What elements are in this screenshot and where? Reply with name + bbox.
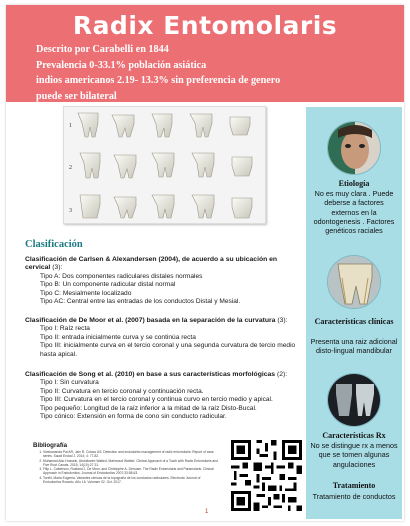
list-item: Tipo III: inicialmente curva en el tercio coronal y una segunda curvatura de tercio medio hasta apical.: [40, 342, 296, 358]
sidebar-title-clinical: Características clínicas: [314, 317, 394, 326]
sidebar-text-etiologia: No es muy clara . Puede deberse a factores externos en la odontogenesis . Factores genéticos raciales: [313, 189, 395, 236]
xray-image: [327, 373, 381, 427]
bibliography-list: [33, 450, 219, 484]
sidebar-title-etiologia: Etiología: [338, 179, 370, 188]
list-item: Tipo C: Mesialmente localizado: [40, 289, 132, 297]
list-item: Tipo II: entrada inicialmente curva y se continúa recta: [40, 333, 196, 341]
header-banner: [6, 5, 404, 102]
sidebar-title-tratamiento: Tratamiento: [332, 481, 376, 490]
classification-block-carlsen: [25, 256, 303, 306]
header-line: indios americanos 2.19- 13.3% sin preferencia de genero: [36, 75, 281, 87]
classification-block-song: [25, 371, 303, 421]
block-heading: Clasificación de Song et al. (2010) en base a sus características morfológicas (2):: [25, 371, 288, 378]
block-heading: Clasificación de Carlsen & Alexandersen (2004), de acuerdo a su ubicación en cervical (3):: [25, 256, 278, 272]
sidebar-text-tratamiento: Tratamiento de conductos: [312, 492, 396, 501]
list-item: Tipo AC: Central entre las entradas de los conductos Distal y Mesial.: [40, 298, 241, 306]
list-item: Tipo II: Curvatura en tercio coronal y continuación recta.: [40, 387, 204, 395]
sidebar-text-clinical: Presenta una raiz adicional disto-lingual mandibular: [310, 337, 398, 356]
tooth-specimens-photo: [63, 106, 266, 224]
bibliography-title: Bibliografía: [33, 442, 68, 449]
bibliography-item: 4. Torelli, Maria Eugenia. Variantes clínicas de la topografía de los conductos radiculares. Electronic Journal of Endodontics Rosario. Año 16. Volumen 02. Oct. 2017.: [43, 476, 219, 485]
etiology-face-image: [327, 121, 381, 175]
sidebar-title-rx: Características Rx: [322, 431, 386, 440]
block-heading: Clasificación de De Moor et al. (2007) basada en la separación de la curvatura (3):: [25, 317, 288, 324]
bibliography-item: 3. Filip L. Calberson, Roeland J. De Moor, and Christophe A. Deroose. The Radix Entomolaris and Paramolaris: Clinical Approach in Endodontics. Journal of Endodontics 2007;33:58-63.: [43, 467, 219, 476]
qr-code[interactable]: [231, 440, 302, 511]
list-item: Tipo I: Sin curvatura: [40, 379, 99, 387]
section-title-clasificacion: Clasificación: [25, 239, 83, 250]
poster-page: [6, 5, 404, 521]
header-line: puede ser bilateral: [36, 90, 117, 102]
list-item: Tipo III: Curvatura en el tercio coronal y continua curvo en tercio medio y apical.: [40, 396, 273, 404]
row-label: 3: [69, 208, 72, 214]
row-label: 1: [69, 123, 72, 129]
clinical-tooth-image: [327, 255, 381, 309]
list-item: Tipo I: Raíz recta: [40, 325, 90, 333]
list-item: Tipo cónico: Extensión en forma de cono sin conducto radicular.: [40, 413, 227, 421]
sidebar-text-rx: No se distingue rx a menos que se tomen algunas angulaciones: [310, 441, 398, 469]
list-item: Tipo A: Dos componentes radiculares distales normales: [40, 272, 203, 280]
page-number: 1: [205, 509, 209, 515]
sidebar: [306, 107, 402, 519]
header-line: Descrito por Carabelli en 1844: [36, 44, 169, 55]
list-item: Tipo pequeño: Longitud de la raíz inferior a la mitad de la raíz Disto-Bucal.: [40, 404, 257, 412]
bibliography-item: 2. Muhamad Abu-Hussein, Abdulkarim Watted, Mahmoud Watted. Clinical Approach of a Tooth with Radix Entomolaris and Five Root Canals. 2015; 14(10):27-31.: [43, 459, 219, 468]
row-label: 2: [69, 165, 72, 171]
bibliography-item: 1. Vivekananda Pai AR, Jain R, Colaco AS. Detection and endodontic management of radix entomolaris: Report of case series. Saudi Endod J. 2014; 4: 77-82.: [43, 450, 219, 459]
list-item: Tipo B: Un componente radicular distal normal: [40, 281, 176, 289]
poster-title: Radix Entomolaris: [72, 11, 338, 40]
classification-block-demoor: [25, 317, 303, 359]
tooth-illustrations: [64, 107, 267, 225]
header-line: Prevalencia 0-33.1% población asiática: [36, 59, 207, 71]
